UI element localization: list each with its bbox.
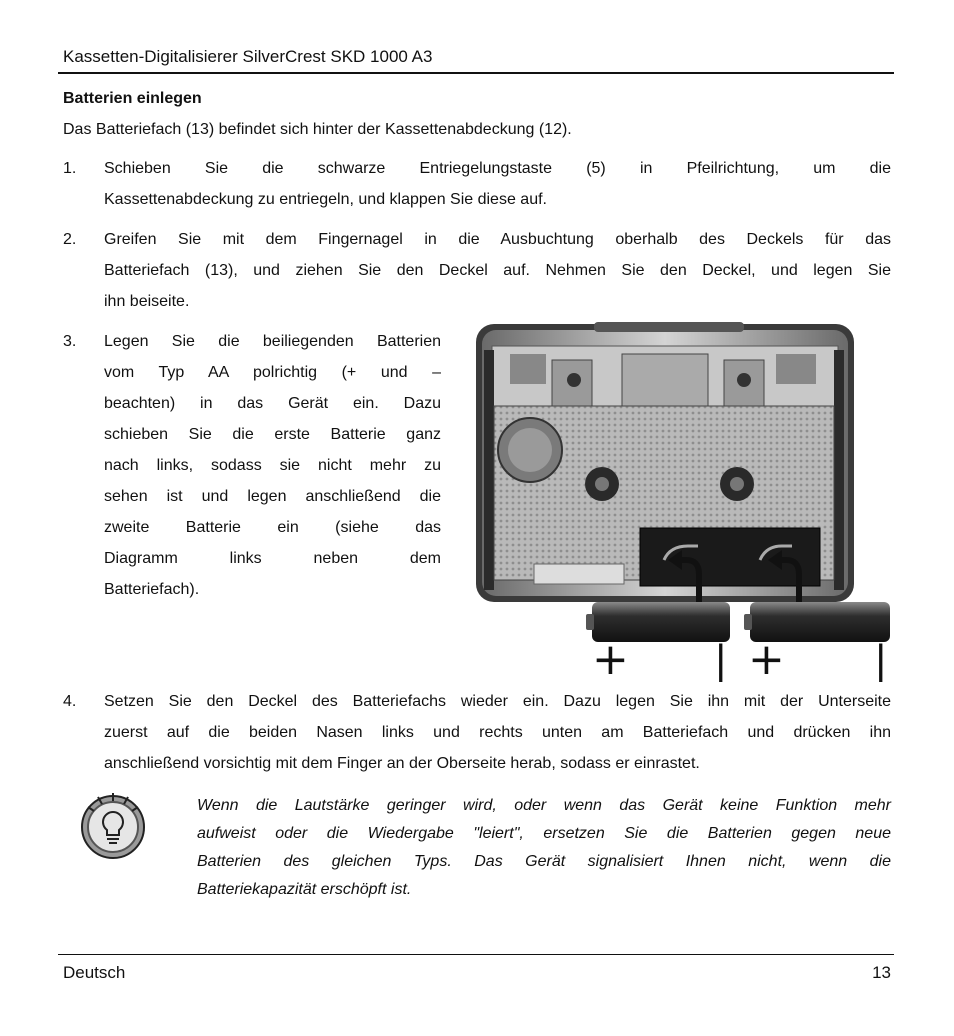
step-text	[104, 326, 441, 605]
step-number: 3.	[63, 333, 77, 350]
step-line: Setzen Sie den Deckel des Batteriefachs wieder ein. Dazu legen Sie ihn mit der Unterseite	[104, 693, 891, 710]
step-text	[104, 153, 891, 215]
tip-line: Batteriekapazität erschöpft ist.	[197, 881, 412, 898]
tip-line: Batterien des gleichen Typs. Das Gerät signalisiert Ihnen nicht, wenn die	[197, 853, 891, 870]
step-number: 2.	[63, 231, 77, 248]
tip-line: aufweist oder die Wiedergabe "leiert", ersetzen Sie die Batterien gegen neue	[197, 825, 891, 842]
minus-symbol: |	[714, 638, 728, 682]
minus-symbol: |	[874, 638, 888, 682]
step-line: anschließend vorsichtig mit dem Finger an der Oberseite herab, sodass er einrastet.	[104, 755, 700, 772]
step-line: Greifen Sie mit dem Fingernagel in die Ausbuchtung oberhalb des Deckels für das	[104, 231, 891, 248]
header-divider	[58, 72, 894, 74]
tip-note	[197, 792, 891, 904]
intro-paragraph: Das Batteriefach (13) befindet sich hinter der Kassettenabdeckung (12).	[63, 121, 572, 138]
step-number: 1.	[63, 160, 77, 177]
page-header-title: Kassetten-Digitalisierer SilverCrest SKD 1000 A3	[63, 47, 433, 66]
footer-divider	[58, 954, 894, 955]
step-line: vom Typ AA polrichtig (+ und –	[104, 364, 441, 381]
plus-symbol: +	[592, 634, 629, 682]
battery-compartment-figure	[474, 320, 894, 682]
step-text	[104, 224, 891, 317]
footer-language: Deutsch	[63, 963, 126, 982]
step-line: beachten) in das Gerät ein. Dazu	[104, 395, 441, 412]
lightbulb-icon	[76, 787, 150, 861]
step-line: zweite Batterie ein (siehe das	[104, 519, 441, 536]
step-text	[104, 686, 891, 779]
plus-symbol: +	[748, 634, 785, 682]
step-line: Schieben Sie die schwarze Entriegelungstaste (5) in Pfeilrichtung, um die	[104, 160, 891, 177]
step-line: nach links, sodass sie nicht mehr zu	[104, 457, 441, 474]
step-line: zuerst auf die beiden Nasen links und rechts unten am Batteriefach und drücken ihn	[104, 724, 891, 741]
section-title: Batterien einlegen	[63, 90, 202, 107]
step-line: Batteriefach (13), und ziehen Sie den Deckel auf. Nehmen Sie den Deckel, und legen Sie	[104, 262, 891, 279]
step-line: ihn beiseite.	[104, 293, 190, 310]
tip-line: Wenn die Lautstärke geringer wird, oder wenn das Gerät keine Funktion mehr	[197, 797, 891, 814]
step-line: sehen ist und legen anschließend die	[104, 488, 441, 505]
cassette-device-icon	[474, 320, 894, 682]
step-line: Kassettenabdeckung zu entriegeln, und klappen Sie diese auf.	[104, 191, 547, 208]
step-line: schieben Sie die erste Batterie ganz	[104, 426, 441, 443]
step-number: 4.	[63, 693, 77, 710]
step-line: Diagramm links neben dem	[104, 550, 441, 567]
page-number: 13	[872, 963, 891, 982]
step-line: Legen Sie die beiliegenden Batterien	[104, 333, 441, 350]
step-line: Batteriefach).	[104, 581, 200, 598]
